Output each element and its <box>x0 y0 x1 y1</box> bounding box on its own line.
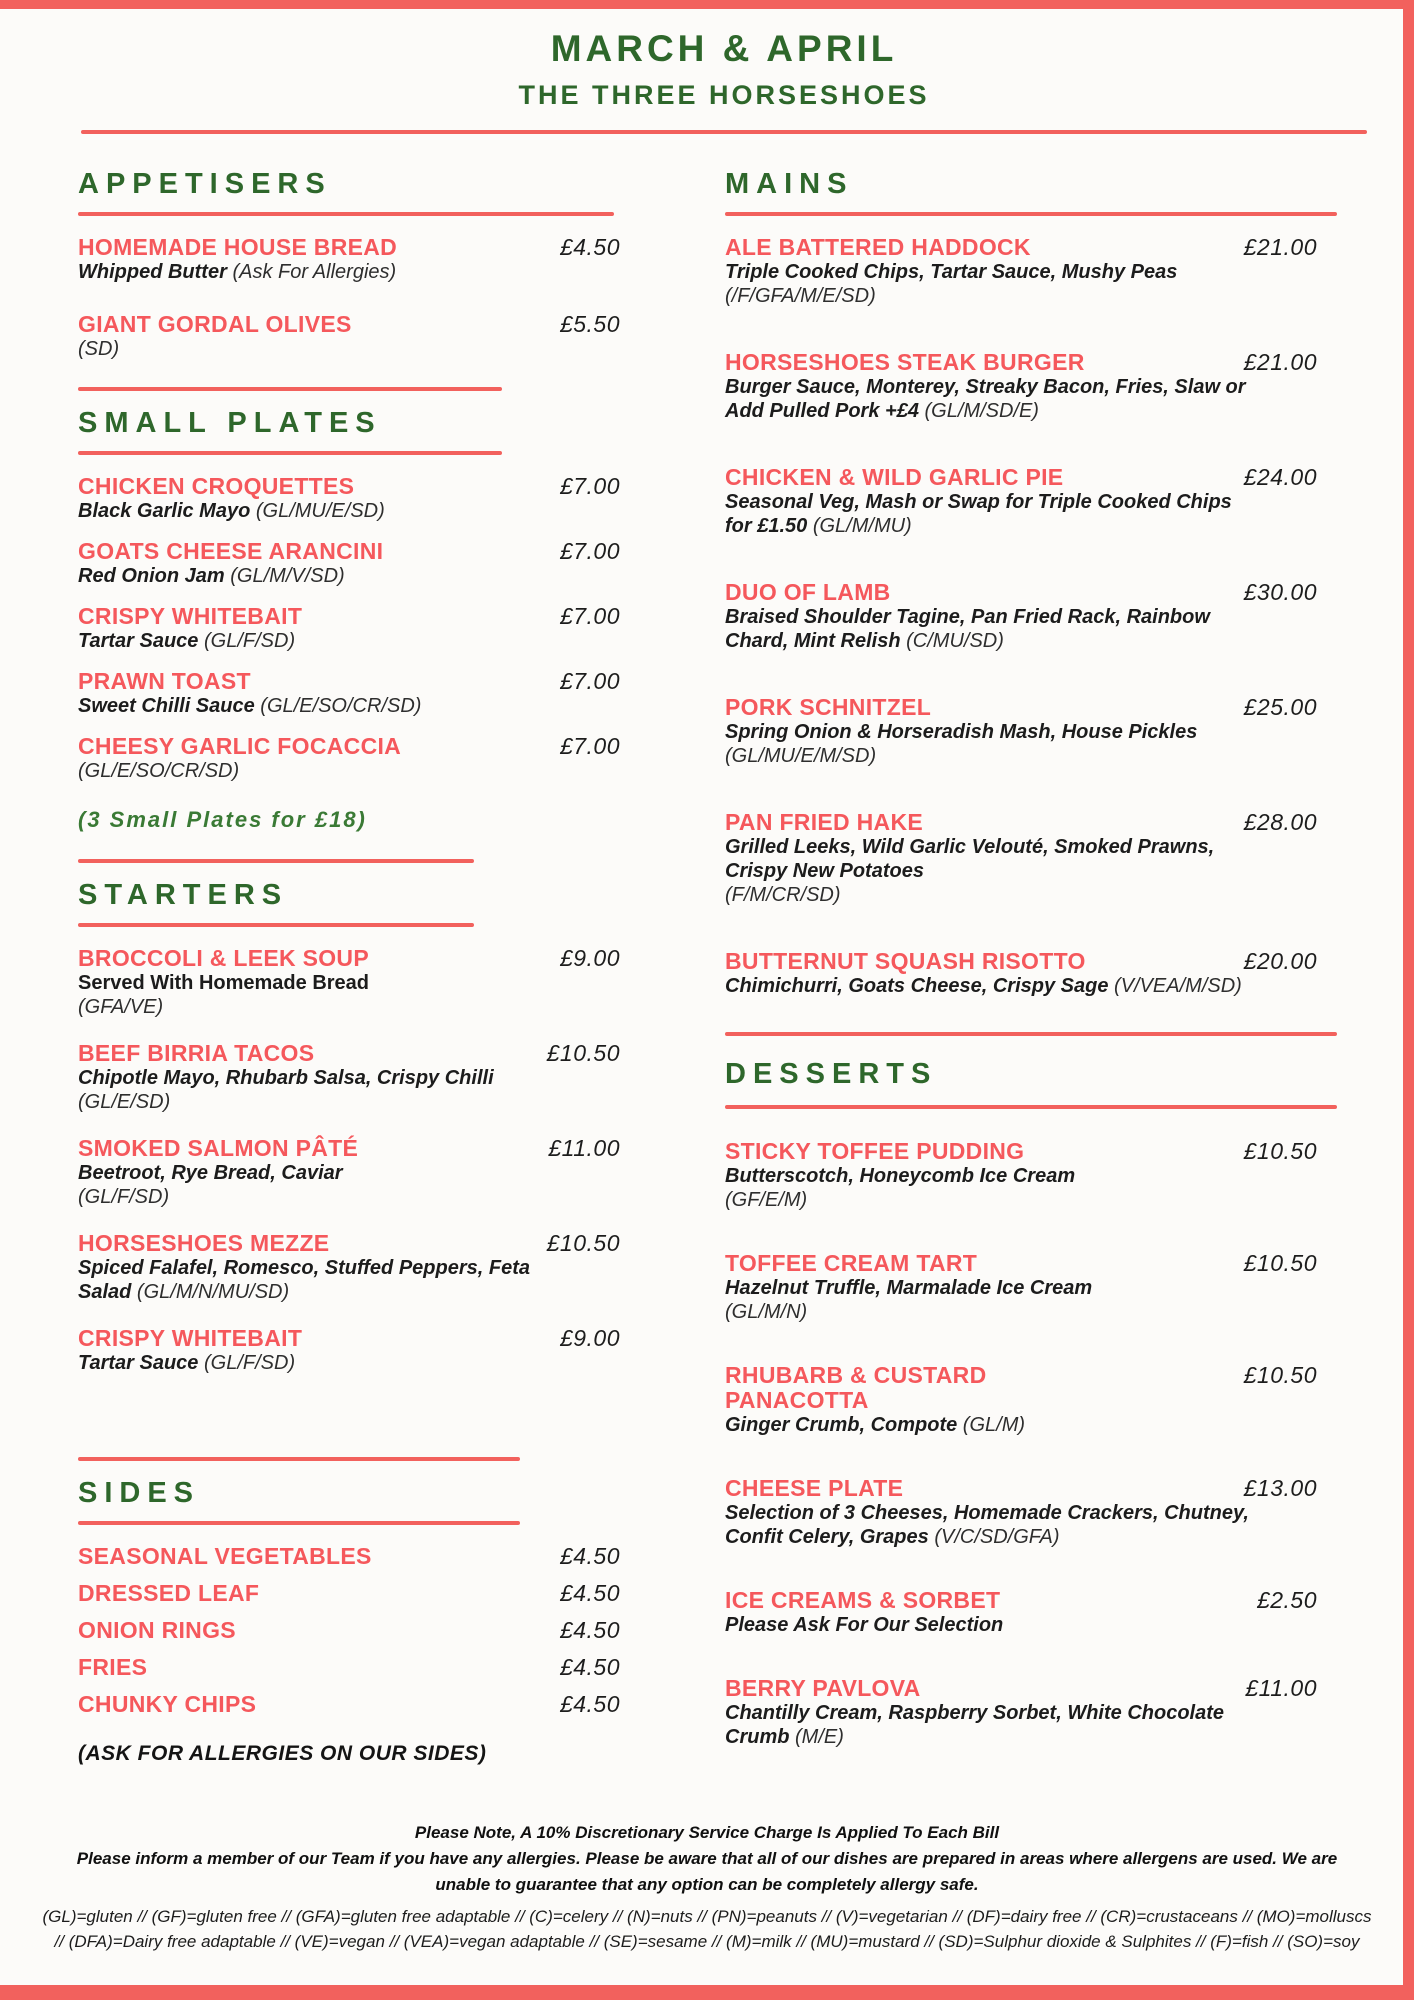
section-divider <box>78 212 614 216</box>
item-description <box>78 694 533 718</box>
section-items <box>78 474 620 783</box>
menu-section <box>725 1032 1317 1749</box>
item-name: CHICKEN CROQUETTES <box>78 473 355 499</box>
menu-footer <box>42 1820 1372 1954</box>
item-price: £10.50 <box>546 1230 620 1256</box>
section-title: SIDES <box>78 1477 201 1509</box>
item-price: £21.00 <box>1243 234 1317 260</box>
item-description <box>78 1066 533 1114</box>
header-divider <box>81 130 1367 134</box>
menu-item <box>78 604 620 653</box>
item-description <box>725 605 1257 653</box>
section-note: (ASK FOR ALLERGIES ON OUR SIDES) <box>78 1742 487 1765</box>
menu-item <box>78 669 620 718</box>
allergen-codes: (GL/E/SO/CR/SD) <box>260 695 422 717</box>
allergen-codes: (V/C/SD/GFA) <box>934 1526 1060 1548</box>
menu-item-row <box>725 949 1317 974</box>
section-divider <box>725 1105 1337 1109</box>
allergen-codes: (Ask For Allergies) <box>232 261 397 283</box>
item-price: £20.00 <box>1243 948 1317 974</box>
item-name: STICKY TOFFEE PUDDING <box>725 1138 1025 1164</box>
menu-column-left <box>78 152 620 1793</box>
dish-description: Chantilly Cream, Raspberry Sorbet, White Chocolate Crumb <box>725 1702 1224 1748</box>
allergen-codes: (GL/F/SD) <box>204 1352 296 1374</box>
menu-item <box>78 1544 620 1569</box>
item-price: £7.00 <box>559 733 620 759</box>
item-price: £10.50 <box>1243 1250 1317 1276</box>
menu-section <box>78 387 620 833</box>
item-name: DUO OF LAMB <box>725 579 891 605</box>
menu-item-row <box>78 235 620 260</box>
menu-item-row <box>78 1136 620 1161</box>
menu-item-row <box>725 350 1317 375</box>
section-items <box>78 235 620 361</box>
allergen-codes: (GL/MU/E/M/SD) <box>725 745 877 767</box>
dish-description: Tartar Sauce <box>78 1352 199 1374</box>
item-price: £25.00 <box>1243 694 1317 720</box>
menu-item-row <box>78 604 620 629</box>
item-price: £30.00 <box>1243 579 1317 605</box>
item-name: HOMEMADE HOUSE BREAD <box>78 234 398 260</box>
item-price: £7.00 <box>559 473 620 499</box>
menu-item-row <box>78 1544 620 1569</box>
section-title: SMALL PLATES <box>78 407 382 439</box>
item-name: SEASONAL VEGETABLES <box>78 1543 372 1569</box>
menu-item <box>78 1326 620 1375</box>
item-name: CHEESY GARLIC FOCACCIA <box>78 733 402 759</box>
item-name: TOFFEE CREAM TART <box>725 1250 978 1276</box>
section-title: MAINS <box>725 168 854 200</box>
item-price: £10.50 <box>546 1040 620 1066</box>
section-divider <box>78 451 502 455</box>
allergen-codes: (GL/M/MU) <box>812 515 912 537</box>
menu-item-row <box>725 1363 1317 1413</box>
item-price: £28.00 <box>1243 809 1317 835</box>
item-price: £9.00 <box>559 1325 620 1351</box>
menu-item <box>725 695 1317 768</box>
menu-section <box>78 859 620 1375</box>
allergen-codes: (GL/MU/E/SD) <box>255 500 385 522</box>
allergen-codes: (SD) <box>78 338 120 360</box>
menu-item <box>78 1041 620 1114</box>
menu-item-row <box>725 1476 1317 1501</box>
allergen-codes: (GL/E/SO/CR/SD) <box>78 760 240 782</box>
item-description <box>78 564 533 588</box>
section-note: (3 Small Plates for £18) <box>78 807 367 832</box>
item-price: £4.50 <box>559 1617 620 1643</box>
item-description <box>78 1161 533 1209</box>
item-description <box>725 490 1257 538</box>
menu-column-right <box>725 152 1317 1775</box>
item-price: £5.50 <box>559 311 620 337</box>
item-name: CRISPY WHITEBAIT <box>78 603 303 629</box>
menu-item <box>725 580 1317 653</box>
menu-season-title: MARCH & APRIL <box>550 28 898 69</box>
allergen-codes: (GL/M/SD/E) <box>924 400 1039 422</box>
item-description <box>725 835 1257 907</box>
item-description <box>725 1164 1257 1212</box>
menu-item-row <box>725 695 1317 720</box>
menu-item <box>725 1476 1317 1549</box>
item-name: GOATS CHEESE ARANCINI <box>78 538 384 564</box>
item-price: £4.50 <box>559 1543 620 1569</box>
dish-description: Chimichurri, Goats Cheese, Crispy Sage <box>725 975 1109 997</box>
dish-description: Served With Homemade Bread <box>78 972 370 994</box>
item-description <box>78 337 533 361</box>
menu-item <box>725 235 1317 308</box>
item-price: £7.00 <box>559 668 620 694</box>
section-divider <box>78 923 474 927</box>
allergen-codes: (F/M/CR/SD) <box>725 884 841 906</box>
section-items <box>78 1544 620 1717</box>
item-name: PORK SCHNITZEL <box>725 694 932 720</box>
item-name: ONION RINGS <box>78 1617 236 1643</box>
item-price: £10.50 <box>1243 1138 1317 1164</box>
menu-item-row <box>78 946 620 971</box>
menu-section <box>78 1457 620 1767</box>
item-name: ALE BATTERED HADDOCK <box>725 234 1031 260</box>
page-border-right <box>1403 0 1414 2000</box>
menu-item <box>725 350 1317 423</box>
item-name: BUTTERNUT SQUASH RISOTTO <box>725 948 1086 974</box>
item-price: £4.50 <box>559 1580 620 1606</box>
allergen-codes: (M/E) <box>795 1726 844 1748</box>
menu-item-row <box>725 465 1317 490</box>
dish-description: Butterscotch, Honeycomb Ice Cream <box>725 1165 1076 1187</box>
item-price: £7.00 <box>559 603 620 629</box>
item-price: £11.00 <box>1245 1675 1317 1701</box>
item-description <box>725 1701 1257 1749</box>
item-name: CHUNKY CHIPS <box>78 1691 257 1717</box>
menu-item-row <box>725 1676 1317 1701</box>
section-items <box>725 235 1317 998</box>
menu-item-row <box>725 235 1317 260</box>
menu-item-row <box>725 1139 1317 1164</box>
item-description <box>725 720 1257 768</box>
menu-item-row <box>78 1581 620 1606</box>
allergen-codes: (GFA/VE) <box>78 996 164 1018</box>
allergen-codes: (GF/E/M) <box>725 1189 808 1211</box>
menu-section <box>725 169 1317 998</box>
section-divider <box>78 859 474 863</box>
dish-description: Braised Shoulder Tagine, Pan Fried Rack, Rainbow Chard, Mint Relish <box>725 606 1210 652</box>
dish-description: Spiced Falafel, Romesco, Stuffed Peppers, Feta Salad <box>78 1257 530 1303</box>
menu-item-row <box>78 1231 620 1256</box>
dish-description: Black Garlic Mayo <box>78 500 251 522</box>
menu-item <box>725 1363 1317 1437</box>
item-description <box>725 974 1257 998</box>
item-price: £2.50 <box>1256 1587 1317 1613</box>
allergen-key-legend: (GL)=gluten // (GF)=gluten free // (GFA)=gluten free adaptable // (C)=celery // (N)=nuts // (PN)=peanuts // (V)=vegetarian // (DF)=dairy free // (CR)=crustaceans // (MO)=molluscs // (DFA)=Dairy free adaptable // (VE)=vegan // (VEA)=vegan adaptable // (SE)=sesame // (M)=milk // (MU)=mustard // (SD)=Sulphur dioxide & Sulphites // (F)=fish // (SO)=soy <box>42 1907 1372 1951</box>
item-name: BROCCOLI & LEEK SOUP <box>78 945 369 971</box>
item-price: £13.00 <box>1243 1475 1317 1501</box>
menu-item <box>725 465 1317 538</box>
dish-description: Hazelnut Truffle, Marmalade Ice Cream <box>725 1277 1093 1299</box>
menu-item-row <box>78 312 620 337</box>
menu-item <box>725 810 1317 907</box>
section-divider <box>78 1457 520 1461</box>
item-description <box>78 1351 533 1375</box>
dish-description: Tartar Sauce <box>78 630 199 652</box>
allergen-codes: (GL/M/N) <box>725 1301 808 1323</box>
item-description <box>725 1276 1257 1324</box>
menu-item <box>78 539 620 588</box>
item-name: GIANT GORDAL OLIVES <box>78 311 352 337</box>
allergen-codes: (GL/M) <box>962 1414 1026 1436</box>
menu-item-row <box>78 539 620 564</box>
item-description <box>725 1413 1257 1437</box>
section-items <box>78 946 620 1375</box>
allergen-codes: (V/VEA/M/SD) <box>1114 975 1242 997</box>
item-name: CHEESE PLATE <box>725 1475 904 1501</box>
dish-description: Please Ask For Our Selection <box>725 1614 1004 1636</box>
section-divider <box>725 1032 1337 1036</box>
item-description <box>78 1256 533 1304</box>
item-description <box>725 1613 1257 1637</box>
menu-item <box>725 1139 1317 1212</box>
menu-item-row <box>78 1326 620 1351</box>
menu-section <box>78 169 620 361</box>
item-description <box>78 260 533 284</box>
allergen-codes: (GL/F/SD) <box>204 630 296 652</box>
menu-item-row <box>78 1655 620 1680</box>
menu-item <box>78 474 620 523</box>
allergen-codes: (GL/F/SD) <box>78 1186 170 1208</box>
item-name: ICE CREAMS & SORBET <box>725 1587 1001 1613</box>
menu-header <box>81 0 1367 134</box>
dish-description: Beetroot, Rye Bread, Caviar <box>78 1162 343 1184</box>
item-name: BEEF BIRRIA TACOS <box>78 1040 315 1066</box>
section-divider <box>725 212 1337 216</box>
section-title: STARTERS <box>78 879 289 911</box>
item-name: SMOKED SALMON PÂTÉ <box>78 1135 359 1161</box>
menu-item <box>78 1655 620 1680</box>
dish-description: Sweet Chilli Sauce <box>78 695 255 717</box>
menu-item <box>78 946 620 1019</box>
menu-item <box>725 1251 1317 1324</box>
service-charge-note: Please Note, A 10% Discretionary Service Charge Is Applied To Each Bill <box>414 1823 1000 1842</box>
menu-item <box>78 235 620 284</box>
section-divider <box>78 387 502 391</box>
menu-item-row <box>78 474 620 499</box>
dish-description: Burger Sauce, Monterey, Streaky Bacon, Fries, Slaw or Add Pulled Pork +£4 <box>725 376 1246 422</box>
allergen-codes: (GL/M/V/SD) <box>230 565 345 587</box>
menu-item <box>725 1676 1317 1749</box>
allergen-codes: (GL/E/SD) <box>78 1091 171 1113</box>
item-name: PRAWN TOAST <box>78 668 251 694</box>
dish-description: Red Onion Jam <box>78 565 225 587</box>
item-description <box>78 759 533 783</box>
allergen-codes: (GL/M/N/MU/SD) <box>136 1281 290 1303</box>
item-name: RHUBARB & CUSTARD PANACOTTA <box>725 1362 987 1413</box>
item-description <box>78 971 533 1019</box>
section-title: DESSERTS <box>725 1058 938 1090</box>
item-name: BERRY PAVLOVA <box>725 1675 921 1701</box>
menu-item <box>78 1581 620 1606</box>
allergy-warning-note: Please inform a member of our Team if you have any allergies. Please be aware that all of our dishes are prepared in areas where allergens are used. We are unable to guarantee that any option can be completely allergy safe. <box>76 1849 1338 1894</box>
dish-description: Spring Onion & Horseradish Mash, House Pickles <box>725 721 1198 743</box>
section-divider <box>78 1521 520 1525</box>
item-price: £21.00 <box>1243 349 1317 375</box>
dish-description: Chipotle Mayo, Rhubarb Salsa, Crispy Chilli <box>78 1067 494 1089</box>
item-price: £4.50 <box>559 1654 620 1680</box>
dish-description: Triple Cooked Chips, Tartar Sauce, Mushy Peas <box>725 261 1178 283</box>
dish-description: Ginger Crumb, Compote <box>725 1414 958 1436</box>
item-price: £4.50 <box>559 234 620 260</box>
menu-item-row <box>78 1618 620 1643</box>
menu-item <box>78 1692 620 1717</box>
dish-description: Whipped Butter <box>78 261 227 283</box>
menu-item <box>725 949 1317 998</box>
item-name: DRESSED LEAF <box>78 1580 260 1606</box>
page-border-bottom <box>0 1985 1414 2000</box>
menu-item <box>78 1136 620 1209</box>
item-name: CRISPY WHITEBAIT <box>78 1325 303 1351</box>
menu-item-row <box>78 734 620 759</box>
menu-item-row <box>725 1588 1317 1613</box>
menu-item-row <box>78 1692 620 1717</box>
item-description <box>725 375 1257 423</box>
menu-item <box>78 1231 620 1304</box>
restaurant-name: THE THREE HORSESHOES <box>518 80 930 110</box>
item-description <box>78 629 533 653</box>
item-price: £7.00 <box>559 538 620 564</box>
section-title: APPETISERS <box>78 168 332 200</box>
item-name: FRIES <box>78 1654 148 1680</box>
item-name: PAN FRIED HAKE <box>725 809 924 835</box>
item-name: CHICKEN & WILD GARLIC PIE <box>725 464 1064 490</box>
item-description <box>725 260 1257 308</box>
item-price: £24.00 <box>1243 464 1317 490</box>
menu-item-row <box>725 1251 1317 1276</box>
menu-item <box>78 734 620 783</box>
menu-item <box>78 1618 620 1643</box>
menu-item-row <box>725 810 1317 835</box>
item-price: £9.00 <box>559 945 620 971</box>
menu-item <box>725 1588 1317 1637</box>
item-price: £4.50 <box>559 1691 620 1717</box>
item-name: HORSESHOES MEZZE <box>78 1230 330 1256</box>
menu-item-row <box>78 669 620 694</box>
menu-item <box>78 312 620 361</box>
item-price: £11.00 <box>548 1135 620 1161</box>
item-name: HORSESHOES STEAK BURGER <box>725 349 1085 375</box>
dish-description: Selection of 3 Cheeses, Homemade Crackers, Chutney, Confit Celery, Grapes <box>725 1502 1249 1548</box>
allergen-codes: (/F/GFA/M/E/SD) <box>725 285 876 307</box>
item-description <box>725 1501 1257 1549</box>
item-price: £10.50 <box>1243 1362 1317 1388</box>
allergen-codes: (C/MU/SD) <box>906 630 1004 652</box>
menu-item-row <box>78 1041 620 1066</box>
menu-item-row <box>725 580 1317 605</box>
section-items <box>725 1139 1317 1749</box>
dish-description: Grilled Leeks, Wild Garlic Velouté, Smoked Prawns, Crispy New Potatoes <box>725 836 1215 882</box>
dish-description: Seasonal Veg, Mash or Swap for Triple Cooked Chips for £1.50 <box>725 491 1232 537</box>
item-description <box>78 499 533 523</box>
